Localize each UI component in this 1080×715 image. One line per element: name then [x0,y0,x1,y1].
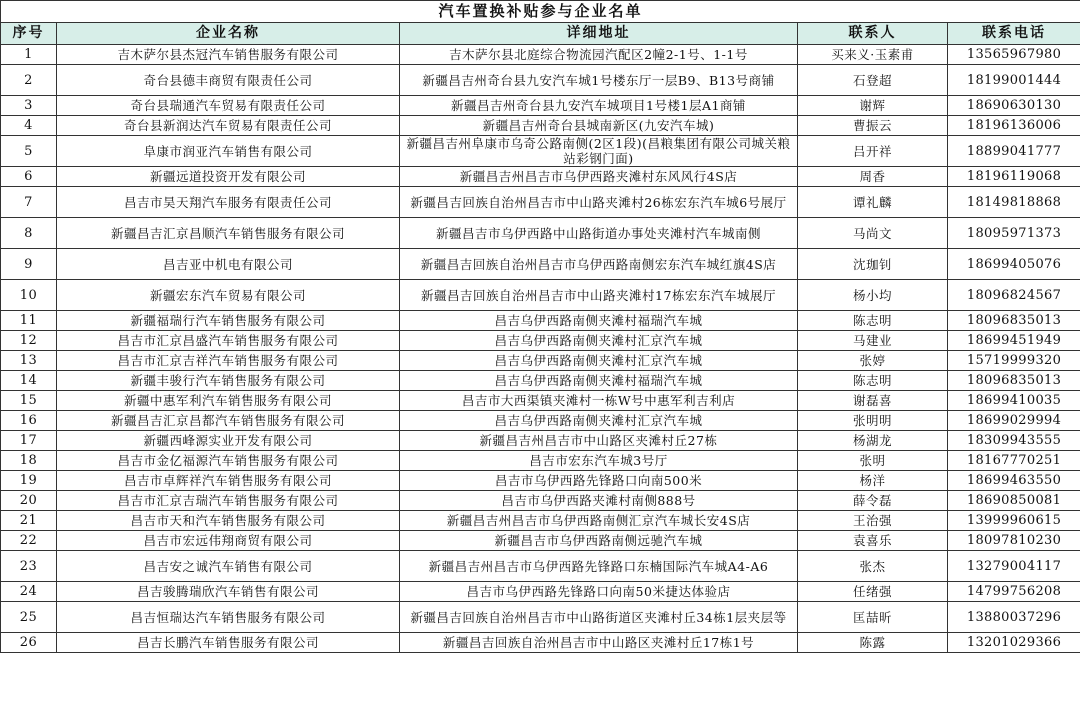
table-row [1,602,1080,633]
header-row [1,23,1080,45]
cell-seq: 22 [1,531,57,551]
cell-address: 新疆昌吉州奇台县城南新区(九安汽车城) [400,116,798,136]
cell-address: 新疆昌吉回族自治州昌吉市乌伊西路南侧宏东汽车城红旗4S店 [400,249,798,280]
table-row [1,471,1080,491]
cell-phone: 18096835013 [948,371,1080,391]
cell-contact: 张杰 [798,551,948,582]
cell-phone: 18095971373 [948,218,1080,249]
cell-company: 昌吉市金亿福源汽车销售服务有限公司 [57,451,400,471]
cell-address: 昌吉乌伊西路南侧夹滩村汇京汽车城 [400,411,798,431]
cell-phone: 18196119068 [948,167,1080,187]
cell-contact: 王治强 [798,511,948,531]
cell-contact: 石登超 [798,65,948,96]
table-row [1,167,1080,187]
table-row [1,633,1080,653]
table-row [1,280,1080,311]
cell-contact: 曹振云 [798,116,948,136]
cell-address: 吉木萨尔县北庭综合物流园汽配区2幢2-1号、1-1号 [400,45,798,65]
cell-company: 新疆中惠军利汽车销售服务有限公司 [57,391,400,411]
cell-phone: 18149818868 [948,187,1080,218]
cell-seq: 13 [1,351,57,371]
cell-phone: 18096835013 [948,311,1080,331]
cell-address: 昌吉乌伊西路南侧夹滩村汇京汽车城 [400,331,798,351]
cell-address: 新疆昌吉回族自治州昌吉市中山路区夹滩村丘17栋1号 [400,633,798,653]
cell-address: 新疆昌吉回族自治州昌吉市中山路夹滩村17栋宏东汽车城展厅 [400,280,798,311]
cell-phone: 18199001444 [948,65,1080,96]
cell-address: 新疆昌吉州奇台县九安汽车城项目1号楼1层A1商铺 [400,96,798,116]
cell-company: 昌吉市汇京吉瑞汽车销售服务有限公司 [57,491,400,511]
cell-phone: 18699410035 [948,391,1080,411]
cell-contact: 吕开祥 [798,136,948,167]
cell-contact: 薛令磊 [798,491,948,511]
cell-seq: 24 [1,582,57,602]
cell-company: 昌吉骏腾瑞欣汽车销售有限公司 [57,582,400,602]
table-row [1,187,1080,218]
table-row [1,391,1080,411]
cell-seq: 20 [1,491,57,511]
cell-contact: 谢磊喜 [798,391,948,411]
cell-address: 新疆昌吉州阜康市乌奇公路南侧(2区1段)(昌粮集团有限公司城关粮站彩钢门面) [400,136,798,167]
table-row [1,331,1080,351]
cell-company: 新疆丰骏行汽车销售服务有限公司 [57,371,400,391]
cell-contact: 张明明 [798,411,948,431]
table-row [1,45,1080,65]
cell-company: 吉木萨尔县杰冠汽车销售服务有限公司 [57,45,400,65]
cell-company: 新疆西峰源实业开发有限公司 [57,431,400,451]
cell-company: 新疆宏东汽车贸易有限公司 [57,280,400,311]
cell-contact: 张明 [798,451,948,471]
cell-seq: 14 [1,371,57,391]
cell-address: 昌吉乌伊西路南侧夹滩村福瑞汽车城 [400,311,798,331]
cell-company: 昌吉亚中机电有限公司 [57,249,400,280]
cell-contact: 沈珈钊 [798,249,948,280]
cell-seq: 17 [1,431,57,451]
cell-address: 新疆昌吉州奇台县九安汽车城1号楼东厅一层B9、B13号商铺 [400,65,798,96]
cell-seq: 6 [1,167,57,187]
table-row [1,116,1080,136]
cell-address: 新疆昌吉州昌吉市乌伊西路夹滩村东风风行4S店 [400,167,798,187]
table-body [1,45,1080,653]
cell-phone: 18167770251 [948,451,1080,471]
cell-seq: 15 [1,391,57,411]
cell-address: 新疆昌吉州昌吉市乌伊西路先锋路口东楠国际汽车城A4-A6 [400,551,798,582]
cell-phone: 14799756208 [948,582,1080,602]
table-row [1,136,1080,167]
cell-phone: 18690850081 [948,491,1080,511]
cell-phone: 13999960615 [948,511,1080,531]
cell-address: 新疆昌吉市乌伊西路中山路街道办事处夹滩村汽车城南侧 [400,218,798,249]
cell-company: 新疆福瑞行汽车销售服务有限公司 [57,311,400,331]
cell-seq: 8 [1,218,57,249]
cell-company: 昌吉市宏远伟翔商贸有限公司 [57,531,400,551]
cell-contact: 杨洋 [798,471,948,491]
cell-address: 昌吉乌伊西路南侧夹滩村汇京汽车城 [400,351,798,371]
cell-company: 昌吉市卓辉祥汽车销售服务有限公司 [57,471,400,491]
cell-contact: 谢辉 [798,96,948,116]
cell-phone: 18690630130 [948,96,1080,116]
cell-seq: 1 [1,45,57,65]
cell-phone: 18096824567 [948,280,1080,311]
header-contact: 联系人 [798,23,948,45]
header-phone: 联系电话 [948,23,1080,45]
cell-phone: 13880037296 [948,602,1080,633]
cell-company: 新疆昌吉汇京昌顺汽车销售服务有限公司 [57,218,400,249]
cell-company: 新疆远道投资开发有限公司 [57,167,400,187]
cell-seq: 12 [1,331,57,351]
cell-seq: 16 [1,411,57,431]
table-row [1,218,1080,249]
cell-contact: 马建业 [798,331,948,351]
table-row [1,491,1080,511]
cell-seq: 11 [1,311,57,331]
cell-contact: 买来义·玉素甫 [798,45,948,65]
cell-seq: 4 [1,116,57,136]
cell-seq: 19 [1,471,57,491]
cell-company: 昌吉市汇京昌盛汽车销售服务有限公司 [57,331,400,351]
cell-seq: 3 [1,96,57,116]
table-row [1,351,1080,371]
cell-address: 新疆昌吉州昌吉市乌伊西路南侧汇京汽车城长安4S店 [400,511,798,531]
cell-contact: 陈志明 [798,371,948,391]
header-seq: 序号 [1,23,57,45]
table-row [1,511,1080,531]
cell-contact: 匡喆昕 [798,602,948,633]
cell-address: 新疆昌吉回族自治州昌吉市中山路夹滩村26栋宏东汽车城6号展厅 [400,187,798,218]
cell-seq: 7 [1,187,57,218]
cell-company: 阜康市润亚汽车销售有限公司 [57,136,400,167]
table-row [1,582,1080,602]
cell-contact: 陈志明 [798,311,948,331]
cell-phone: 15719999320 [948,351,1080,371]
cell-contact: 周香 [798,167,948,187]
cell-company: 昌吉安之诚汽车销售有限公司 [57,551,400,582]
header-address: 详细地址 [400,23,798,45]
table-title: 汽车置换补贴参与企业名单 [1,1,1080,23]
cell-contact: 张婷 [798,351,948,371]
cell-company: 昌吉恒瑞达汽车销售服务有限公司 [57,602,400,633]
cell-phone: 18196136006 [948,116,1080,136]
cell-contact: 陈露 [798,633,948,653]
cell-address: 昌吉市宏东汽车城3号厅 [400,451,798,471]
cell-phone: 18699405076 [948,249,1080,280]
cell-address: 昌吉市乌伊西路先锋路口向南50米捷达体验店 [400,582,798,602]
cell-contact: 杨湖龙 [798,431,948,451]
cell-address: 昌吉市大西渠镇夹滩村一栋W号中惠军利吉利店 [400,391,798,411]
cell-seq: 21 [1,511,57,531]
cell-company: 奇台县新润达汽车贸易有限责任公司 [57,116,400,136]
table-row [1,431,1080,451]
cell-company: 新疆昌吉汇京昌都汽车销售服务有限公司 [57,411,400,431]
cell-phone: 13565967980 [948,45,1080,65]
cell-seq: 5 [1,136,57,167]
cell-company: 昌吉市昊天翔汽车服务有限责任公司 [57,187,400,218]
cell-company: 奇台县瑞通汽车贸易有限责任公司 [57,96,400,116]
cell-contact: 马尚文 [798,218,948,249]
table-row [1,371,1080,391]
header-company: 企业名称 [57,23,400,45]
cell-phone: 18699451949 [948,331,1080,351]
cell-address: 新疆昌吉回族自治州昌吉市中山路街道区夹滩村丘34栋1层夹层等 [400,602,798,633]
cell-company: 奇台县德丰商贸有限责任公司 [57,65,400,96]
cell-address: 昌吉市乌伊西路夹滩村南侧888号 [400,491,798,511]
table-row [1,249,1080,280]
cell-phone: 13279004117 [948,551,1080,582]
table-row [1,411,1080,431]
cell-contact: 谭礼麟 [798,187,948,218]
cell-contact: 任绪强 [798,582,948,602]
cell-seq: 9 [1,249,57,280]
cell-phone: 18699463550 [948,471,1080,491]
cell-company: 昌吉长鹏汽车销售服务有限公司 [57,633,400,653]
cell-address: 昌吉市乌伊西路先锋路口向南500米 [400,471,798,491]
table-row [1,65,1080,96]
cell-seq: 10 [1,280,57,311]
cell-seq: 18 [1,451,57,471]
cell-company: 昌吉市天和汽车销售服务有限公司 [57,511,400,531]
cell-phone: 18309943555 [948,431,1080,451]
table-row [1,96,1080,116]
cell-seq: 26 [1,633,57,653]
table-row [1,551,1080,582]
table-row [1,311,1080,331]
cell-phone: 18899041777 [948,136,1080,167]
cell-phone: 18097810230 [948,531,1080,551]
cell-contact: 袁喜乐 [798,531,948,551]
cell-seq: 25 [1,602,57,633]
table-row [1,531,1080,551]
cell-address: 新疆昌吉市乌伊西路南侧远驰汽车城 [400,531,798,551]
cell-address: 昌吉乌伊西路南侧夹滩村福瑞汽车城 [400,371,798,391]
cell-company: 昌吉市汇京吉祥汽车销售服务有限公司 [57,351,400,371]
cell-seq: 23 [1,551,57,582]
cell-contact: 杨小均 [798,280,948,311]
cell-phone: 18699029994 [948,411,1080,431]
cell-phone: 13201029366 [948,633,1080,653]
cell-seq: 2 [1,65,57,96]
cell-address: 新疆昌吉州昌吉市中山路区夹滩村丘27栋 [400,431,798,451]
table-row [1,451,1080,471]
